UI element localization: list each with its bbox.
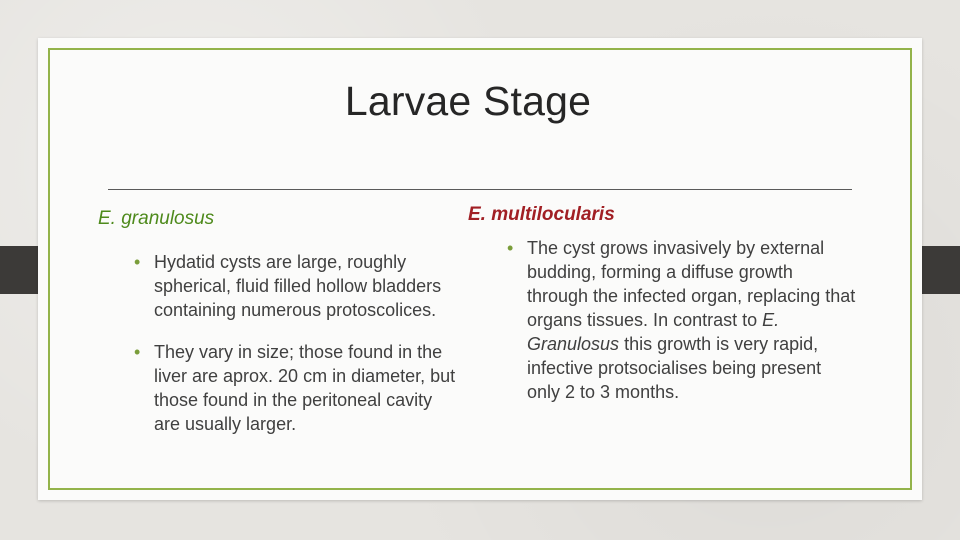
bullet-text-part-2: this growth is very rapid, infective protsocialises being present only 2 to 3 months. [527,334,822,402]
left-bullet-list [98,250,458,436]
bullet-item [134,250,458,322]
right-column [468,202,858,404]
title-divider [108,189,852,190]
bullet-text-part-1: The cyst grows invasively by external budding, forming a diffuse growth through the infected organ, replacing that organs tissues. In contrast to [527,238,856,330]
right-bullet-list [468,236,858,404]
bullet-item [134,340,458,436]
bullet-icon: • [134,252,141,272]
bullet-text: They vary in size; those found in the liver are aprox. 20 cm in diameter, but those found in the peritoneal cavity are usually larger. [154,342,456,434]
left-column [98,206,458,436]
bullet-item [507,236,858,404]
left-edge-tab [0,246,38,294]
slide-title: Larvae Stage [344,78,592,124]
bullet-icon: • [134,342,141,362]
right-edge-tab [922,246,960,294]
bullet-icon: • [507,238,514,258]
bullet-text-italic: E. Granulosus [527,310,780,354]
bullet-text: Hydatid cysts are large, roughly spherical, fluid filled hollow bladders containing numerous protoscolices. [154,252,442,320]
left-column-heading: E. granulosus [98,208,215,229]
right-column-heading: E. multilocularis [468,204,615,225]
